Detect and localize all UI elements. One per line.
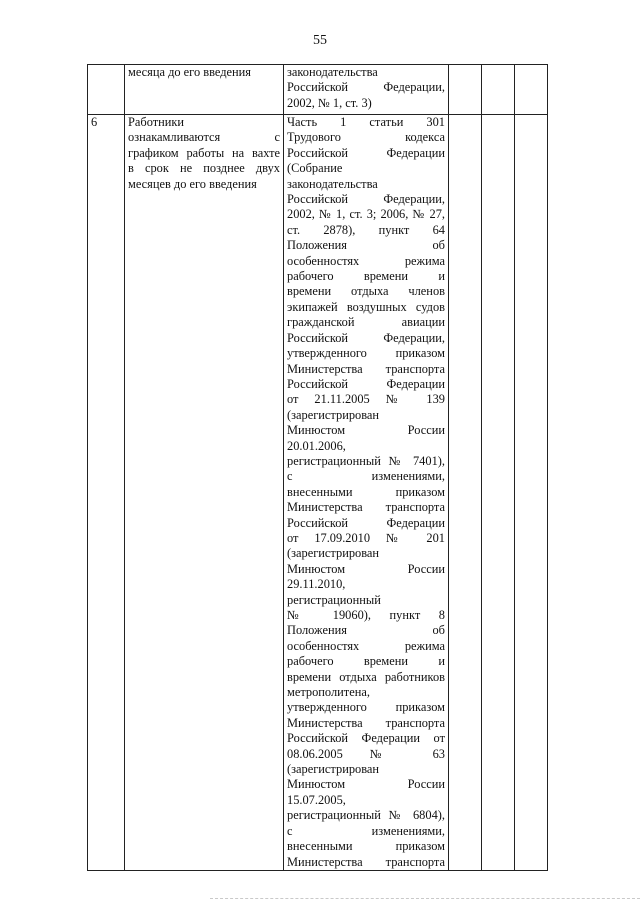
text-line: 29.11.2010, <box>287 577 346 592</box>
text-line: № 19060), пункт 8 <box>287 608 445 622</box>
text-line: от 21.11.2005 № 139 <box>287 392 445 407</box>
empty-cell <box>515 115 548 871</box>
scan-sheet-edge <box>210 898 640 899</box>
text-line: утвержденного приказом <box>287 700 445 715</box>
text-line: месяцев до его введения <box>128 176 257 191</box>
table-row <box>88 115 548 871</box>
text-line: ознакамливаются с <box>128 130 280 145</box>
text-line: графиком работы на вахте <box>128 145 280 160</box>
text-line: (Собрание <box>287 161 343 176</box>
text-line: Министерства транспорта <box>287 715 445 730</box>
text-line: с изменениями, <box>287 823 445 838</box>
text-line: с изменениями, <box>287 469 445 484</box>
text-line: Российской Федерации, <box>287 330 445 345</box>
text-line: Российской Федерации от <box>287 731 445 746</box>
text-line: законодательства <box>287 176 378 191</box>
text-line: 15.07.2005, <box>287 792 346 807</box>
text-line: (зарегистрирован <box>287 407 380 422</box>
text-line: 20.01.2006, <box>287 438 346 453</box>
text-line: особенностях режима <box>287 253 445 268</box>
page-number: 55 <box>313 33 327 48</box>
table-row <box>88 65 548 115</box>
text-line: времени отдыха работников <box>287 669 445 684</box>
text-line: гражданской авиации <box>287 315 445 330</box>
text-line: ст. 2878), пункт 64 <box>287 222 445 237</box>
text-line: внесенными приказом <box>287 484 445 499</box>
row-number-cell: 6 <box>88 115 125 871</box>
regulation-table <box>87 64 548 871</box>
text-line: месяца до его введения <box>128 65 251 79</box>
requirement-cell <box>125 115 284 871</box>
empty-cell <box>515 65 548 115</box>
text-line: в срок не позднее двух <box>128 161 280 176</box>
empty-cell <box>449 115 482 871</box>
text-line: Российской Федерации <box>287 145 445 160</box>
text-line: законодательства <box>287 65 378 79</box>
empty-cell <box>482 65 515 115</box>
text-line: Минюстом России <box>287 423 445 438</box>
text-line: (зарегистрирован <box>287 762 380 777</box>
text-line: Работники <box>128 115 185 129</box>
text-line: экипажей воздушных судов <box>287 299 445 314</box>
text-line: 2002, № 1, ст. 3) <box>287 95 372 110</box>
text-line: Министерства транспорта <box>287 361 445 376</box>
text-line: Положения об <box>287 238 445 253</box>
text-line: регистрационный № 6804), <box>287 808 445 823</box>
text-line: (зарегистрирован <box>287 546 380 561</box>
text-line: Российской Федерации, <box>287 192 445 207</box>
empty-cell <box>449 65 482 115</box>
text-line: Минюстом России <box>287 777 445 792</box>
text-line: от 17.09.2010 № 201 <box>287 530 445 545</box>
text-line: рабочего времени и <box>287 654 445 669</box>
text-line: Министерства транспорта <box>287 500 445 515</box>
text-line: рабочего времени и <box>287 269 445 284</box>
text-line: Трудового кодекса <box>287 130 445 145</box>
text-line: 08.06.2005 № 63 <box>287 746 445 761</box>
text-line: Часть 1 статьи 301 <box>287 115 445 129</box>
text-line: Минюстом России <box>287 561 445 576</box>
empty-cell <box>482 115 515 871</box>
legal-basis-cell <box>284 115 449 871</box>
text-line: времени отдыха членов <box>287 284 445 299</box>
text-line: Министерства транспорта <box>287 854 445 869</box>
text-line: 2002, № 1, ст. 3; 2006, № 27, <box>287 207 445 222</box>
text-line: утвержденного приказом <box>287 346 445 361</box>
requirement-cell <box>125 65 284 115</box>
text-line: регистрационный <box>287 592 381 607</box>
text-line: Российской Федерации, <box>287 80 445 95</box>
legal-basis-cell <box>284 65 449 115</box>
text-line: регистрационный № 7401), <box>287 453 445 468</box>
text-line: Российской Федерации <box>287 376 445 391</box>
text-line: метрополитена, <box>287 685 370 700</box>
row-number-cell <box>88 65 125 115</box>
text-line: внесенными приказом <box>287 839 445 854</box>
text-line: Российской Федерации <box>287 515 445 530</box>
text-line: особенностях режима <box>287 638 445 653</box>
text-line: Положения об <box>287 623 445 638</box>
